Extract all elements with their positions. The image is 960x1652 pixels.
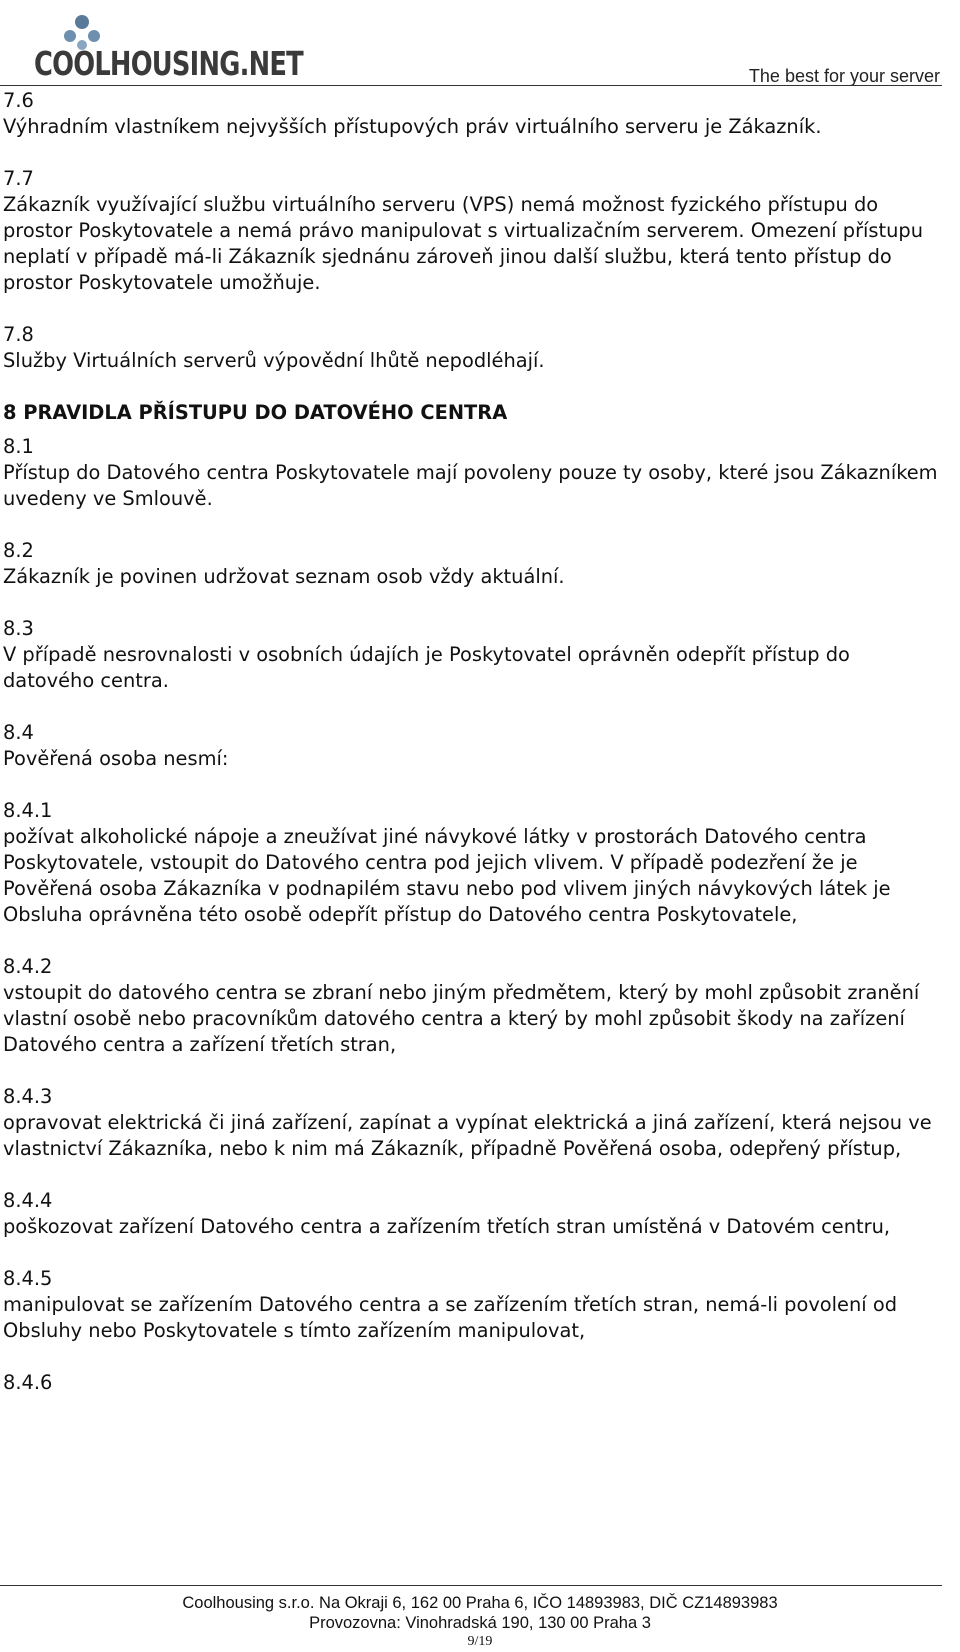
clause-number: 7.6 xyxy=(3,89,34,112)
page-number: 9/19 xyxy=(467,1634,493,1649)
clause-number: 8.4.3 xyxy=(3,1085,53,1108)
clause xyxy=(3,1188,938,1240)
logo-text: COOLHOUSING.NET xyxy=(34,44,303,83)
clause-number: 8.4.5 xyxy=(3,1267,53,1290)
clause-number: 8.4.2 xyxy=(3,955,53,978)
section-heading: 8 PRAVIDLA PŘÍSTUPU DO DATOVÉHO CENTRA xyxy=(3,401,508,424)
clause-text: opravovat elektrická či jiná zařízení, zapínat a vypínat elektrická a jiná zařízení, která nejsou ve vlastnictví Zákazníka, nebo k nim má Zákazník, případně Pověřená osoba, odepřený přístup, xyxy=(3,1111,932,1160)
footer-company-line: Coolhousing s.r.o. Na Okraji 6, 162 00 Praha 6, IČO 14893983, DIČ CZ14893983 xyxy=(182,1594,778,1612)
clause-text: V případě nesrovnalosti v osobních údajích je Poskytovatel oprávněn odepřít přístup do datového centra. xyxy=(3,643,850,692)
clause xyxy=(3,1084,938,1162)
clause-text: Zákazník je povinen udržovat seznam osob vždy aktuální. xyxy=(3,565,565,588)
clause xyxy=(3,1266,938,1344)
clause xyxy=(3,322,938,374)
document-body xyxy=(3,88,938,1422)
clause-number: 8.4 xyxy=(3,721,34,744)
clause-number: 8.3 xyxy=(3,617,34,640)
clause-number: 8.4.6 xyxy=(3,1371,53,1394)
clause-number: 8.2 xyxy=(3,539,34,562)
clause xyxy=(3,434,938,512)
clause-text: požívat alkoholické nápoje a zneužívat jiné návykové látky v prostorách Datového centra Poskytovatele, vstoupit do Datového centra pod jejich vlivem. V případě podezření že je Pověřená osoba Zákazníka v podnapilém stavu nebo pod vlivem jiných návykových látek je Obsluha oprávněna této osobě odepřít přístup do Datového centra Poskytovatele, xyxy=(3,825,891,926)
clause-number: 8.1 xyxy=(3,435,34,458)
footer-divider xyxy=(0,1585,942,1586)
clause xyxy=(3,1370,938,1396)
header-divider xyxy=(0,85,942,86)
clause xyxy=(3,616,938,694)
clause xyxy=(3,798,938,928)
coolhousing-logo xyxy=(30,12,303,83)
clause-text: Přístup do Datového centra Poskytovatele mají povoleny pouze ty osoby, které jsou Zákazníkem uvedeny ve Smlouvě. xyxy=(3,461,938,510)
clause-number: 7.8 xyxy=(3,323,34,346)
clause xyxy=(3,166,938,296)
clause-number: 8.4.4 xyxy=(3,1189,53,1212)
clause-number: 8.4.1 xyxy=(3,799,53,822)
clause-text: Výhradním vlastníkem nejvyšších přístupových práv virtuálního serveru je Zákazník. xyxy=(3,115,822,138)
clause-number: 7.7 xyxy=(3,167,34,190)
clause-text: manipulovat se zařízením Datového centra a se zařízením třetích stran, nemá-li povolení od Obsluhy nebo Poskytovatele s tímto zařízením manipulovat, xyxy=(3,1293,898,1342)
header-tagline: The best for your server xyxy=(748,66,940,86)
clause-text: Zákazník využívající službu virtuálního serveru (VPS) nemá možnost fyzického přístupu do prostor Poskytovatele a nemá právo manipulovat s virtualizačním serverem. Omezení přístupu neplatí v případě má-li Zákazník sjednánu zároveň jinou další službu, která tento přístup do prostor Poskytovatele umožňuje. xyxy=(3,193,924,294)
clause-text: Služby Virtuálních serverů výpovědní lhůtě nepodléhají. xyxy=(3,349,545,372)
clause xyxy=(3,954,938,1058)
clause xyxy=(3,538,938,590)
footer-address-line: Provozovna: Vinohradská 190, 130 00 Praha 3 xyxy=(309,1614,651,1632)
clause-text: vstoupit do datového centra se zbraní nebo jiným předmětem, který by mohl způsobit zranění vlastní osobě nebo pracovníkům datového centra a který by mohl způsobit škody na zařízení Datového centra a zařízení třetích stran, xyxy=(3,981,920,1056)
clause-text: poškozovat zařízení Datového centra a zařízením třetích stran umístěná v Datovém centru, xyxy=(3,1215,891,1238)
clause xyxy=(3,88,938,140)
clause xyxy=(3,720,938,772)
clause-text: Pověřená osoba nesmí: xyxy=(3,747,229,770)
